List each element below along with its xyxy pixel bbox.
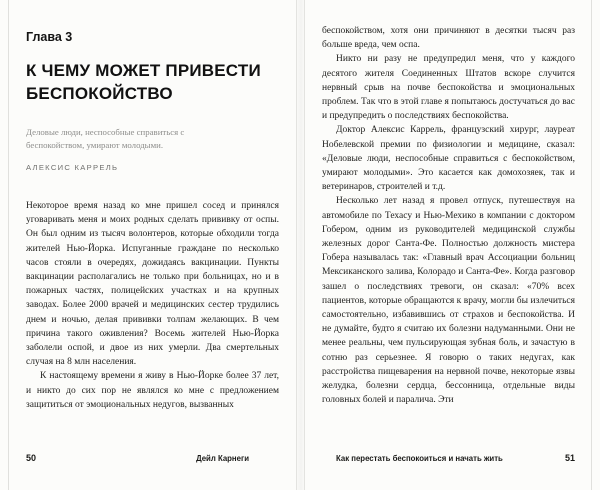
page-number-right: 51 — [564, 453, 575, 463]
body-paragraph: беспокойством, хотя они причиняют в десятки тысяч раз больше вреда, чем оспа. — [322, 26, 575, 51]
right-page-footer — [322, 453, 575, 463]
body-paragraph: К настоящему времени я живу в Нью-Йорке более 37 лет, и никто до сих пор не являлся ко мне с предложением защититься от эмоциональных недугов, вызванных — [26, 371, 279, 410]
body-paragraph: Никто ни разу не предупредил меня, что у каждого десятого жителя Соединенных Штатов вскоре случится нервный срыв на почве беспокойства и эмоциональных проблем. Так что в этой главе я попытаюсь достучаться до вас и предупредить о последствиях беспокойства. — [322, 54, 575, 122]
right-page — [322, 24, 575, 407]
body-paragraph: Несколько лет назад я провел отпуск, путешествуя на автомобиле по Техасу и Нью-Мехико в компании с доктором Гобером, одним из руководителей медицинской службы железных дорог Санта-Фе. Полностью должность мистера Гобера называлась так: «Главный врач Ассоциации больниц Мексиканского залива, Колорадо и Санта-Фе». Когда разговор зашел о последствиях тревоги, он сказал: «70% всех пациентов, которые обращаются к врачу, могли бы излечиться самостоятельно, избавившись от страхов и беспокойства. И не думайте, будто я считаю их болезни надуманными. Они не менее реальны, чем пульсирующая зубная боль, и зачастую в сотню раз серьезнее. Я говорю о таких недугах, как расстройства пищеварения на нервной почве, некоторые язвы желудка, болезни сердца, бессонница, отдельные виды головных болей и паралича. Эти — [322, 196, 575, 406]
right-page-body — [322, 24, 575, 407]
page-number-left: 50 — [26, 453, 37, 463]
chapter-label: Глава 3 — [26, 30, 73, 44]
book-gutter — [296, 0, 305, 490]
page-edge-right — [591, 0, 592, 490]
left-page — [26, 30, 279, 412]
page-edge-left — [8, 0, 9, 490]
epigraph-author: АЛЕКСИС КАРРЕЛЬ — [26, 163, 119, 172]
epigraph: Деловые люди, неспособные справиться с беспокойством, умирают молодыми. — [26, 127, 185, 150]
left-page-body — [26, 199, 279, 412]
body-paragraph: Доктор Алексис Каррель, французский хирург, лауреат Нобелевской премии по физиологии и медицине, сказал: «Деловые люди, неспособные справиться с беспокойством, умирают молодыми». Это касается как домохозяек, так и ветеринаров, строителей и т.д. — [322, 125, 575, 193]
running-title-book: Как перестать беспокоиться и начать жить — [336, 454, 503, 463]
body-paragraph: Некоторое время назад ко мне пришел сосед и принялся уговаривать меня и моих родных сделать прививку от оспы. Он был одним из тысяч волонтеров, которые обходили тогда жителей Нью-Йорка. Испуганные граждане по несколько часов стояли в очередях, дожидаясь вакцинации. Пункты вакцинации располагались не только при больницах, но и в пожарных частях, полицейских участках и на крупных заводах. Более 2000 врачей и медицинских сестер трудились днем и ночью, делая прививки толпам желающих. В чем причина такого оживления? Восемь жителей Нью-Йорка заболели оспой, и двое из них умерли. Два смертельных случая на 8 млн населения. — [26, 201, 279, 368]
running-title-author: Дейл Карнеги — [196, 454, 249, 463]
left-page-footer — [26, 453, 279, 463]
chapter-title: К ЧЕМУ МОЖЕТ ПРИВЕСТИ БЕСПОКОЙСТВО — [26, 61, 261, 103]
